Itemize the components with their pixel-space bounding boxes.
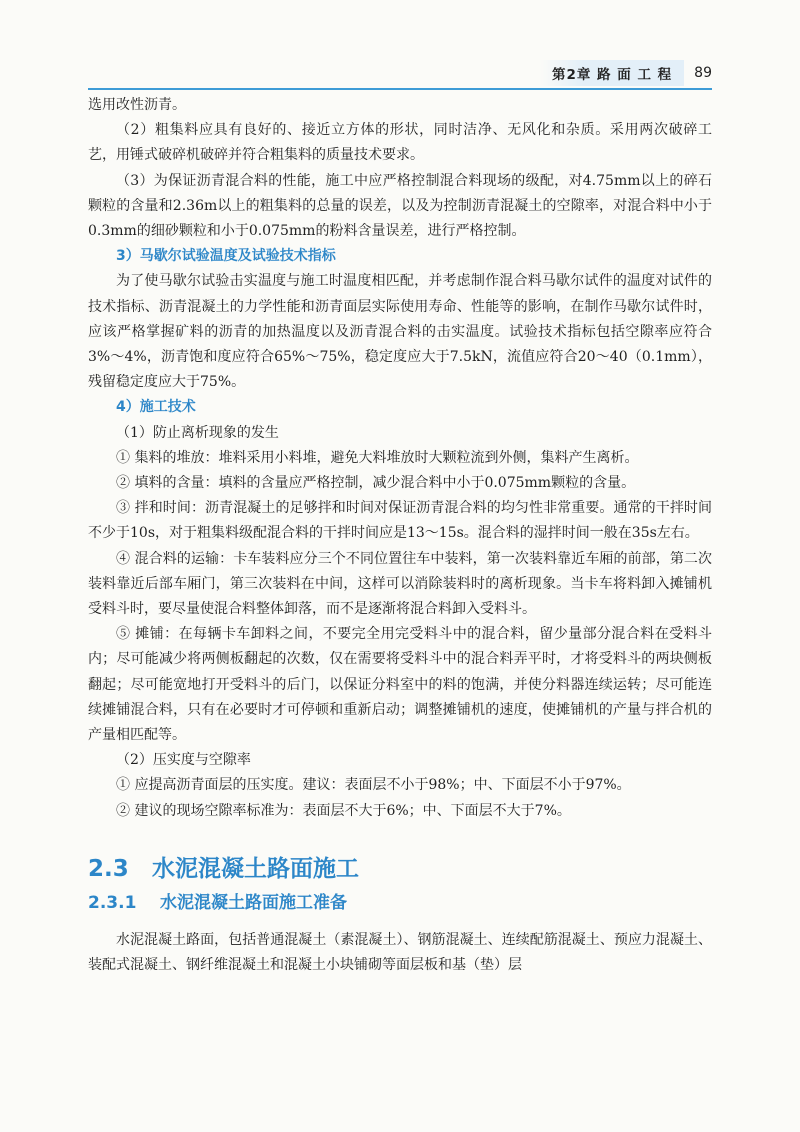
- subsection-title-text: 水泥混凝土路面施工准备: [160, 892, 347, 913]
- list-item: ① 集料的堆放：堆料采用小料堆，避免大料堆放时大颗粒流到外侧，集料产生离析。: [116, 449, 639, 466]
- list-item: ③ 拌和时间：沥青混凝土的足够拌和时间对保证沥青混合料的均匀性非常重要。通常的干拌时间不少于10s，对于粗集料级配混合料的干拌时间应是13～15s。混合料的湿拌时间一般在35s左右。: [88, 500, 712, 542]
- section-title: [88, 852, 712, 886]
- list-item: ② 建议的现场空隙率标准为：表面层不大于6%；中、下面层不大于7%。: [116, 802, 571, 819]
- page-header: [88, 58, 712, 90]
- paragraph: （3）为保证沥青混合料的性能，施工中应严格控制混合料现场的级配，对4.75mm以上的碎石颗粒的含量和2.36m以上的粗集料的总量的误差，以及为控制沥青混凝土的空隙率，对混合料中小于0.3mm的细砂颗粒和小于0.075mm的粉料含量误差，进行严格控制。: [88, 172, 712, 240]
- section-title-text: 水泥混凝土路面施工: [152, 855, 359, 882]
- list-item: ⑤ 摊铺：在每辆卡车卸料之间，不要完全用完受料斗中的混合料，留少量部分混合料在受料斗内；尽可能减少将两侧板翻起的次数，仅在需要将受料斗中的混合料弄平时，才将受料斗的两块侧板翻起；尽可能宽地打开受料斗的后门，以保证分料室中的料的饱满，并使分料器连续运转；尽可能连续摊铺混合料，只有在必要时才可停顿和重新启动；调整摊铺机的速度，使摊铺机的产量与拌合机的产量相匹配等。: [88, 626, 712, 744]
- section-number: 2.3: [88, 855, 129, 882]
- page-number: 89: [694, 65, 712, 81]
- chapter-label: 第2章 路 面 工 程: [540, 60, 684, 86]
- paragraph: （1）防止离析现象的发生: [116, 424, 279, 441]
- paragraph: （2）粗集料应具有良好的、接近立方体的形状，同时洁净、无风化和杂质。采用两次破碎工艺，用锤式破碎机破碎并符合粗集料的质量技术要求。: [88, 122, 712, 164]
- subheading-marshall-test: 3）马歇尔试验温度及试验技术指标: [116, 248, 336, 265]
- paragraph: （2）压实度与空隙率: [116, 752, 251, 769]
- paragraph: 选用改性沥青。: [88, 97, 186, 113]
- list-item: ④ 混合料的运输：卡车装料应分三个不同位置往车中装料，第一次装料靠近车厢的前部，第二次装料靠近后部车厢门，第三次装料在中间，这样可以消除装料时的离析现象。当卡车将料卸入摊铺机受料斗时，要尽量使混合料整体卸落，而不是逐渐将混合料卸入受料斗。: [88, 550, 712, 618]
- list-item: ① 应提高沥青面层的压实度。建议：表面层不小于98%；中、下面层不小于97%。: [116, 777, 631, 794]
- subheading-construction-technique: 4）施工技术: [116, 399, 196, 416]
- paragraph: 为了使马歇尔试验击实温度与施工时温度相匹配，并考虑制作混合料马歇尔试件的温度对试件的技术指标、沥青混凝土的力学性能和沥青面层实际使用寿命、性能等的影响，在制作马歇尔试件时，应该严格掌握矿料的沥青的加热温度以及沥青混合料的击实温度。试验技术指标包括空隙率应符合3%～4%，沥青饱和度应符合65%～75%，稳定度应大于7.5kN，流值应符合20～40（0.1mm），残留稳定度应大于75%。: [88, 273, 712, 391]
- list-item: ② 填料的含量：填料的含量应严格控制，减少混合料中小于0.075mm颗粒的含量。: [116, 475, 636, 492]
- subsection-number: 2.3.1: [88, 892, 137, 913]
- paragraph: 水泥混凝土路面，包括普通混凝土（素混凝土）、钢筋混凝土、连续配筋混凝土、预应力混凝土、装配式混凝土、钢纤维混凝土和混凝土小块铺砌等面层板和基（垫）层: [88, 931, 712, 974]
- subsection-title: [88, 888, 712, 918]
- header-right: [540, 60, 712, 86]
- page-content: [88, 93, 712, 978]
